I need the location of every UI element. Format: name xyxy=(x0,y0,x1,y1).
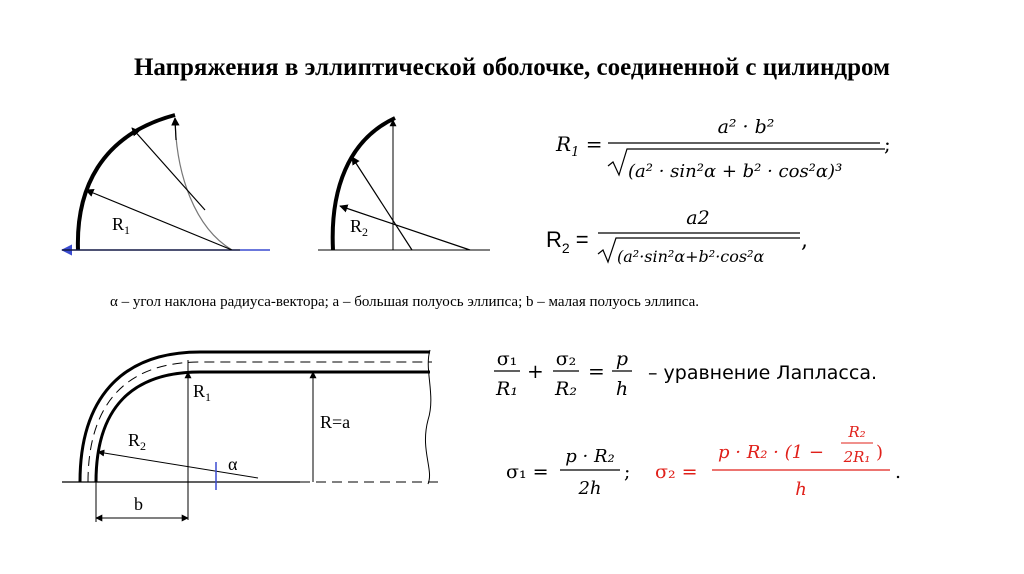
label-r-eq-a: R=a xyxy=(320,412,351,432)
label-alpha: α xyxy=(228,454,238,474)
r2-end: , xyxy=(801,228,808,253)
break-line xyxy=(425,350,430,484)
svg-text:R₂: R₂ xyxy=(848,423,866,441)
r2-numerator: a2 xyxy=(686,207,710,229)
svg-text:R₂: R₂ xyxy=(555,378,577,400)
svg-text:;: ; xyxy=(624,461,631,483)
sigma2-end: . xyxy=(895,461,902,483)
svg-text:p: p xyxy=(615,348,629,370)
svg-text:=: = xyxy=(588,359,605,383)
svg-text:h: h xyxy=(795,479,807,500)
diagram-vessel xyxy=(62,350,440,522)
r1-lhs: $R_1$ = xyxy=(556,132,603,160)
svg-text:σ₂: σ₂ xyxy=(555,348,577,370)
r2-denominator: (a²·sin²α+b²·cos²α xyxy=(617,247,765,266)
svg-text:σ₁ =: σ₁ = xyxy=(506,461,549,483)
slide-title: Напряжения в эллиптической оболочке, соединенной с цилиндром xyxy=(133,54,891,81)
formula-sigma2 xyxy=(655,423,890,500)
label-r1: $R_1$ xyxy=(112,214,131,237)
svg-text:h: h xyxy=(615,378,629,400)
radius-vector-2a xyxy=(352,157,412,250)
diagram-r2 xyxy=(318,118,490,250)
formula-r2 xyxy=(546,207,808,266)
laplace-text: – уравнение Лапласса. xyxy=(648,362,878,384)
svg-text:): ) xyxy=(876,442,884,463)
svg-text:R₁: R₁ xyxy=(496,378,518,400)
label-r1-bottom: $R_1$ xyxy=(193,381,212,404)
svg-text:+: + xyxy=(527,359,544,383)
svg-text:σ₁: σ₁ xyxy=(496,348,518,370)
formula-laplace xyxy=(494,348,877,400)
diagram-r1 xyxy=(62,115,270,250)
formula-r1 xyxy=(555,116,891,182)
formula-sigma1 xyxy=(506,446,630,499)
r1-denominator: (a² · sin²α + b² · cos²α)³ xyxy=(628,161,843,182)
radius-vector-1b xyxy=(132,128,205,210)
label-r2-bottom: $R_2$ xyxy=(128,430,147,453)
svg-text:p · R₂ · (1 −: p · R₂ · (1 − xyxy=(718,442,824,463)
label-r2: $R_2$ xyxy=(350,216,369,239)
svg-text:2R₁: 2R₁ xyxy=(843,448,871,466)
radius-vector-1a xyxy=(86,190,232,250)
radius-vector-1c xyxy=(175,118,176,140)
definitions-note: α – угол наклона радиуса-вектора; a – большая полуось эллипса; b – малая полуось эллипса. xyxy=(110,294,699,310)
r1-numerator: a² · b² xyxy=(717,116,775,138)
r1-end: ; xyxy=(884,132,891,156)
vessel-inner xyxy=(96,372,430,482)
vessel-midline xyxy=(88,362,432,482)
svg-text:2h: 2h xyxy=(578,478,602,499)
r2-lhs: $R_2$ = xyxy=(546,227,589,256)
svg-text:p · R₂: p · R₂ xyxy=(565,446,615,467)
svg-text:σ₂ =: σ₂ = xyxy=(655,461,698,483)
label-b: b xyxy=(134,494,143,514)
